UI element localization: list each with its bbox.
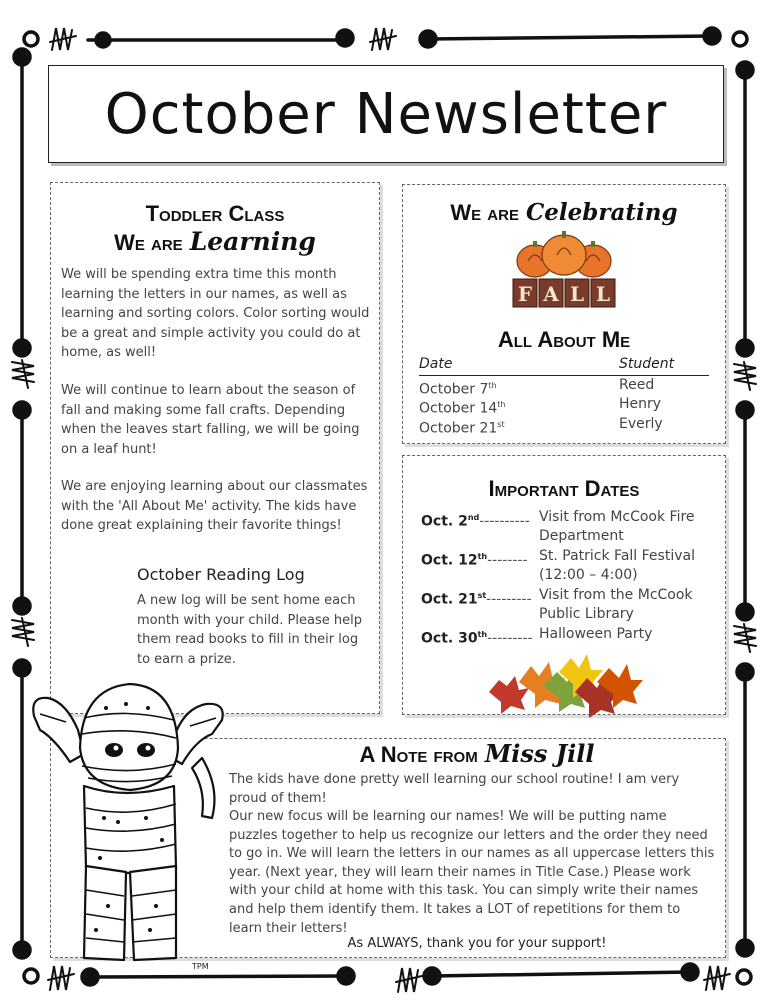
date-item — [421, 508, 721, 546]
date-suffix: th — [497, 400, 506, 409]
table-cell-date: October 7 — [419, 381, 489, 398]
learning-heading-fancy: Learning — [189, 227, 316, 256]
date-label: Oct. 30 — [421, 630, 478, 647]
table-cell-date: October 21 — [419, 420, 498, 437]
reading-log-text: A new log will be sent home each month with your child. Please help them read books to fill in their log to earn a prize. — [137, 593, 362, 667]
date-suffix: nd — [467, 513, 480, 522]
fall-sign-letter: L — [595, 282, 611, 306]
toddler-paragraph: We will continue to learn about the season of fall and making some fall crafts. Depending when the leaves start falling, we will be going on a leaf hunt! — [61, 383, 360, 457]
date-label: Oct. 21 — [421, 591, 478, 608]
toddler-heading: Toddler Class — [145, 201, 285, 226]
note-paragraph: Our new focus will be learning our names! We will be putting name puzzles together to help us recognize our letters and the order they need to go in. We will learn the letters in our names as all uppercase letters this year. (Next year, they will learn their names in Title Case.) Please work with your child at home with this task. You can simply write their names and help them identify them. It takes a LOT of repetitions for them to learn their letters! — [229, 809, 715, 936]
mummy-illustration — [26, 668, 226, 968]
all-about-me-heading: All About Me — [497, 327, 631, 352]
toddler-paragraph: We are enjoying learning about our classmates with the 'All About Me' activity. The kids have done great explaining their favorite things! — [61, 479, 368, 533]
note-heading — [231, 739, 723, 768]
fall-sign-letter: L — [569, 282, 585, 306]
date-suffix: st — [477, 591, 487, 600]
note-paragraph: The kids have done pretty well learning our school routine! I am very proud of them! — [229, 772, 680, 806]
date-event: St. Patrick Fall Festival (12:00 – 4:00) — [539, 548, 695, 583]
table-row — [419, 415, 709, 435]
date-suffix: th — [477, 552, 488, 561]
date-suffix: st — [497, 419, 505, 429]
table-cell-student: Henry — [619, 396, 662, 412]
all-about-me-table — [419, 355, 709, 437]
fall-sign-letter: A — [543, 282, 559, 306]
table-row — [419, 395, 709, 415]
autumn-leaves-illustration — [479, 652, 649, 722]
date-event: Halloween Party — [539, 626, 653, 642]
celebrating-panel — [402, 184, 726, 444]
table-cell-student: Everly — [619, 415, 663, 432]
table-cell-date: October 14 — [419, 400, 498, 417]
table-header-row — [419, 355, 709, 376]
celebrating-heading-prefix: We are — [450, 200, 519, 225]
note-heading-prefix: A Note from — [359, 742, 478, 767]
title-box — [48, 65, 724, 163]
celebrating-heading-fancy: Celebrating — [525, 199, 678, 226]
reading-log-title: October Reading Log — [137, 565, 305, 584]
date-item — [421, 547, 721, 585]
fall-sign-letter: F — [517, 282, 533, 306]
learning-heading — [51, 227, 379, 256]
important-dates-panel — [402, 455, 726, 715]
note-signoff: As ALWAYS, thank you for your support! — [347, 936, 607, 951]
fall-sign — [513, 279, 615, 307]
date-label: Oct. 2 — [421, 513, 468, 530]
date-dash: -------- — [487, 552, 528, 569]
column-header-student: Student — [619, 356, 675, 372]
table-cell-student: Reed — [619, 376, 655, 393]
date-item — [421, 586, 721, 624]
date-dash: ---------- — [479, 513, 530, 530]
date-label: Oct. 12 — [421, 552, 478, 569]
learning-heading-prefix: We are — [114, 230, 183, 255]
newsletter-title: October Newsletter — [104, 81, 668, 147]
table-row — [419, 376, 709, 396]
toddler-paragraph: We will be spending extra time this month learning the letters in our names, as well as learning and sorting colors. Color sorting would be a great and simple activity you could do at home, as well! — [61, 267, 370, 360]
date-item — [421, 625, 721, 649]
date-dash: --------- — [487, 630, 533, 647]
date-dash: --------- — [486, 591, 532, 608]
toddler-class-panel — [50, 182, 380, 714]
note-heading-fancy: Miss Jill — [484, 739, 595, 768]
fall-pumpkins-illustration — [509, 231, 619, 313]
celebrating-heading — [403, 199, 725, 226]
date-event: Visit from McCook Fire Department — [539, 509, 695, 544]
date-event: Visit from the McCook Public Library — [539, 587, 693, 622]
artist-credit: TPM — [192, 962, 209, 971]
date-suffix: th — [477, 630, 488, 639]
date-suffix: th — [488, 380, 497, 390]
important-dates-heading: Important Dates — [488, 476, 640, 501]
column-header-date: Date — [419, 356, 453, 372]
